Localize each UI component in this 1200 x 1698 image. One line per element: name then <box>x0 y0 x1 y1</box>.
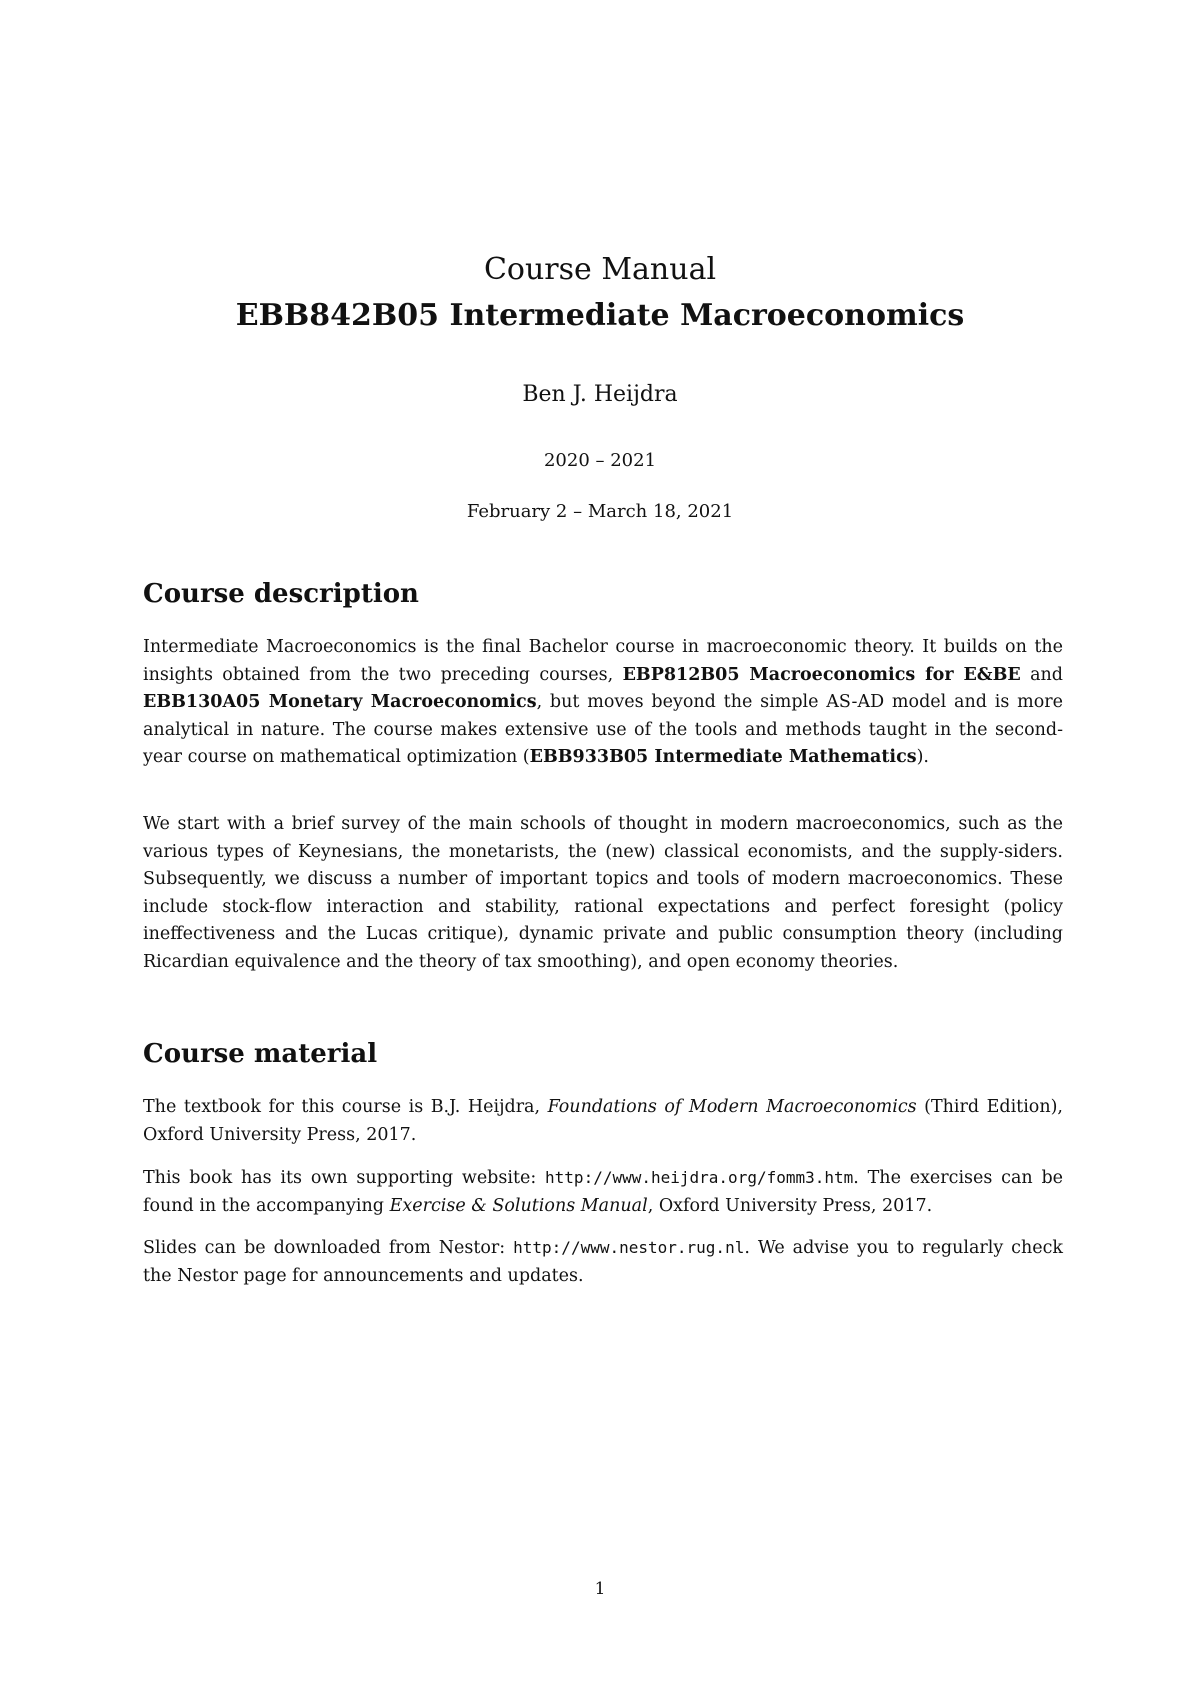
text-span: , Oxford University Press, 2017. <box>647 1195 933 1216</box>
academic-year: 2020 – 2021 <box>543 450 657 471</box>
course-description-heading: Course description <box>143 579 419 609</box>
course-dates: February 2 – March 18, 2021 <box>466 501 734 522</box>
text-span: ). <box>916 747 929 768</box>
text-span: Intermediate Macroeconomics is the final Bachelor course in macroeconomic theory. It builds on the insights obtained from the two preceding courses, <box>143 637 1063 685</box>
textbook-website-link[interactable]: http://www.heijdra.org/fomm3.htm <box>545 1168 854 1187</box>
text-span: , but moves beyond the simple AS-AD model and is more analytical in nature. The course makes extensive use of the tools and methods taught in the second-year course on mathematical optimization ( <box>143 692 1063 768</box>
course-material-paragraph-1 <box>143 1094 1063 1149</box>
page-number: 1 <box>594 1579 606 1599</box>
course-material-paragraph-3 <box>143 1234 1063 1290</box>
text-span: and <box>1020 664 1063 685</box>
course-material-paragraph-2 <box>143 1164 1063 1220</box>
course-description-paragraph-2: We start with a brief survey of the main schools of thought in modern macroeconomics, such as the various types of Keynesians, the monetarists, the (new) classical economists, and the supply-siders. Subsequently, we discuss a number of important topics and tools of modern macroeconomics. These include stock-flow interaction and stability, rational expectations and perfect foresight (policy ineffectiveness and the Lucas critique), dynamic private and public consumption theory (including Ricardian equivalence and the theory of tax smoothing), and open economy theories. <box>143 814 1063 972</box>
course-material-heading: Course material <box>143 1039 378 1069</box>
course-reference-mathematics: EBB933B05 Intermediate Mathematics <box>529 747 917 768</box>
author-name: Ben J. Heijdra <box>522 382 678 407</box>
course-description-paragraph-1 <box>143 634 1063 772</box>
nestor-link[interactable]: http://www.nestor.rug.nl <box>513 1238 745 1257</box>
course-reference-macroeconomics: EBP812B05 Macroeconomics for E&BE <box>622 664 1021 685</box>
text-span: (Third Edition), Oxford University Press, 2017. <box>143 1097 1063 1145</box>
document-type-title: Course Manual <box>483 252 717 287</box>
course-title: EBB842B05 Intermediate Macroeconomics <box>235 298 965 333</box>
course-reference-monetary: EBB130A05 Monetary Macroeconomics <box>143 692 537 713</box>
text-span: . The exercises can be found in the accompanying <box>143 1168 1064 1216</box>
solutions-manual-title: Exercise & Solutions Manual <box>389 1195 648 1216</box>
text-span: The textbook for this course is B.J. Heijdra, <box>143 1097 548 1117</box>
text-span: This book has its own supporting website: <box>143 1168 546 1188</box>
textbook-title: Foundations of Modern Macroeconomics <box>547 1097 917 1117</box>
text-span: . We advise you to regularly check the Nestor page for announcements and updates. <box>143 1238 1064 1286</box>
text-span: Slides can be downloaded from Nestor: <box>143 1238 514 1258</box>
